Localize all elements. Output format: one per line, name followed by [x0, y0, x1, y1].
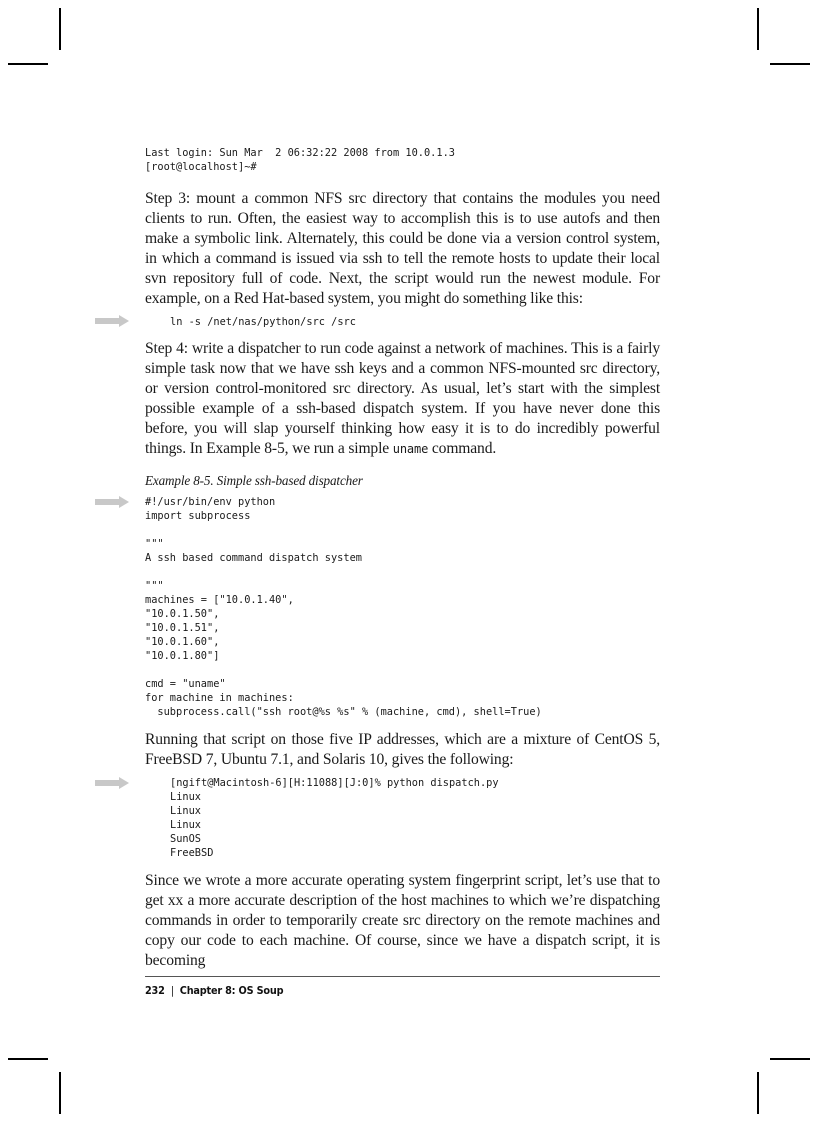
step3-code-block — [145, 315, 660, 329]
code-line: """ — [145, 538, 164, 550]
code-line: Last login: Sun Mar 2 06:32:22 2008 from 10.0.1.3 — [145, 147, 455, 159]
closing-paragraph: Since we wrote a more accurate operating system fingerprint script, let’s use that to get xx a more accurate description of the host machines to which we’re dispatching commands in order to temporarily create src directory on the remote machines and copy our code to each machine. Of course, since we have a dispatch script, it is becoming — [145, 872, 660, 969]
example-caption: Example 8-5. Simple ssh-based dispatcher — [145, 473, 363, 488]
crop-mark-top-left-v — [59, 8, 61, 50]
code-line: A ssh based command dispatch system — [145, 552, 362, 564]
page-number: 232 — [145, 984, 165, 997]
output-code — [145, 776, 660, 860]
code-line: FreeBSD — [170, 847, 214, 859]
code-line: "10.0.1.50", — [145, 608, 220, 620]
code-line: "10.0.1.80"] — [145, 650, 220, 662]
crop-mark-bottom-right-h — [770, 1058, 810, 1060]
inline-code-uname: uname — [392, 442, 429, 456]
footer-rule — [145, 976, 660, 977]
running-paragraph: Running that script on those five IP addresses, which are a mixture of CentOS 5, FreeBSD 7, Ubuntu 7.1, and Solaris 10, gives the following: — [145, 731, 660, 768]
code-line: import subprocess — [145, 510, 251, 522]
crop-mark-top-right-v — [757, 8, 759, 50]
code-line: [ngift@Macintosh-6][H:11088][J:0]% python dispatch.py — [170, 777, 499, 789]
crop-mark-top-right-h — [770, 63, 810, 65]
step3-paragraph: Step 3: mount a common NFS src directory that contains the modules you need clients to run. Often, the easiest way to accomplish this is to use autofs and then make a symbolic link. Alternately, this could be done via a version control system, in which a command is issued via ssh to tell the remote hosts to update their local svn repository full of code. Next, the script would run the newest module. For example, on a Red Hat-based system, you might do something like this: — [145, 190, 660, 307]
arrow-icon — [95, 315, 129, 327]
code-line: cmd = "uname" — [145, 678, 226, 690]
code-line: [root@localhost]~# — [145, 161, 257, 173]
code-line: Linux — [170, 805, 201, 817]
code-line: SunOS — [170, 833, 201, 845]
code-line: subprocess.call("ssh root@%s %s" % (machine, cmd), shell=True) — [145, 706, 542, 718]
page-footer — [145, 984, 283, 997]
arrow-icon — [95, 777, 129, 789]
crop-mark-bottom-left-h — [8, 1058, 48, 1060]
crop-mark-bottom-right-v — [757, 1072, 759, 1114]
code-line: for machine in machines: — [145, 692, 294, 704]
example-code — [145, 495, 660, 719]
step4-text-after: command. — [431, 440, 497, 457]
code-line: ln -s /net/nas/python/src /src — [170, 316, 356, 328]
page-content — [145, 146, 660, 971]
step4-text-before: Step 4: write a dispatcher to run code against a network of machines. This is a fairly simple task now that we have ssh keys and a common NFS-mounted src directory, or version control-monitored src directory. As usual, let’s start with the simplest possible example of a ssh-based dispatch system. If you have never done this before, you will slap yourself thinking how easy it is to do incredibly powerful things. In Example 8-5, we run a simple — [145, 340, 660, 457]
terminal-login-block — [145, 146, 660, 174]
code-line: Linux — [170, 819, 201, 831]
code-line: """ — [145, 580, 164, 592]
code-line: "10.0.1.60", — [145, 636, 220, 648]
output-code-block — [145, 776, 660, 860]
chapter-title: Chapter 8: OS Soup — [179, 984, 284, 997]
code-line: Linux — [170, 791, 201, 803]
code-line: #!/usr/bin/env python — [145, 496, 276, 508]
code-line: "10.0.1.51", — [145, 622, 220, 634]
footer-separator: | — [170, 984, 174, 997]
crop-mark-bottom-left-v — [59, 1072, 61, 1114]
crop-mark-top-left-h — [8, 63, 48, 65]
step4-paragraph — [145, 339, 660, 459]
code-line: machines = ["10.0.1.40", — [145, 594, 294, 606]
arrow-icon — [95, 496, 129, 508]
example-code-block — [145, 495, 660, 719]
